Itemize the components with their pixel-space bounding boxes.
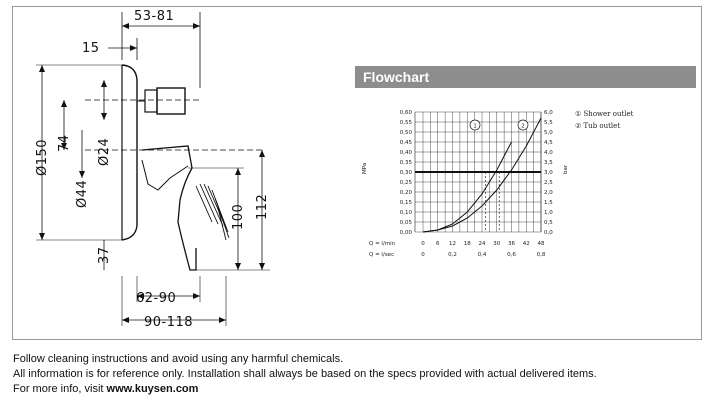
y-right-tick-label: 3,0 xyxy=(544,170,553,176)
lever-handle xyxy=(142,146,196,270)
x-row2-tick-label: 0,2 xyxy=(448,252,457,258)
curve-marker-label: 1 xyxy=(473,123,477,130)
y-right-axis-label: bar xyxy=(563,164,569,174)
dim-74: 74 xyxy=(57,134,72,152)
y-left-tick-label: 0,60 xyxy=(399,110,412,116)
x-row2-label: Q = l/sec xyxy=(369,252,395,258)
dim-dia-150: Ø150 xyxy=(35,138,50,176)
y-right-tick-label: 1,5 xyxy=(544,200,553,206)
footer-line-reference: All information is for reference only. Installation shall always be based on the specs provided with actual delivered items. xyxy=(13,368,597,380)
flowchart-chart xyxy=(355,100,700,270)
dim-37: 37 xyxy=(97,246,112,264)
x-row1-tick-label: 0 xyxy=(421,241,425,247)
y-right-tick-label: 1,0 xyxy=(544,210,553,216)
x-row1-tick-label: 42 xyxy=(522,241,530,247)
x-row1-tick-label: 18 xyxy=(463,241,471,247)
y-right-tick-label: 5,0 xyxy=(544,130,553,136)
y-left-tick-label: 0,55 xyxy=(399,120,412,126)
y-left-tick-label: 0,20 xyxy=(399,190,412,196)
dim-dia-44: Ø44 xyxy=(75,179,90,208)
y-right-tick-label: 5,5 xyxy=(544,120,553,126)
flowchart-title: Flowchart xyxy=(363,69,430,85)
dim-dia-24: Ø24 xyxy=(97,137,112,166)
y-left-tick-label: 0,45 xyxy=(399,140,412,146)
x-row2-tick-label: 0,6 xyxy=(507,252,516,258)
y-right-tick-label: 3,5 xyxy=(544,160,553,166)
y-right-tick-label: 2,5 xyxy=(544,180,553,186)
y-left-tick-label: 0,05 xyxy=(399,220,412,226)
y-right-tick-label: 0,0 xyxy=(544,230,553,236)
dim-112: 112 xyxy=(255,193,270,220)
x-row2-tick-label: 0,8 xyxy=(536,252,546,258)
x-row1-tick-label: 6 xyxy=(436,241,440,247)
x-row1-tick-label: 48 xyxy=(537,241,545,247)
x-row1-tick-label: 12 xyxy=(449,241,456,247)
y-left-tick-label: 0,00 xyxy=(399,230,412,236)
dim-top-inner: 15 xyxy=(82,41,100,56)
y-left-tick-label: 0,25 xyxy=(399,180,412,186)
y-left-tick-label: 0,50 xyxy=(399,130,412,136)
curve-marker-label: 2 xyxy=(521,123,525,130)
x-row1-tick-label: 24 xyxy=(478,241,486,247)
y-right-tick-label: 6,0 xyxy=(544,110,553,116)
cover-plate xyxy=(122,65,137,240)
footer-line-info xyxy=(13,382,597,397)
y-right-tick-label: 2,0 xyxy=(544,190,553,196)
y-left-tick-label: 0,40 xyxy=(399,150,412,156)
y-left-tick-label: 0,35 xyxy=(399,160,412,166)
x-row2-tick-label: 0 xyxy=(421,252,425,258)
x-row2-tick-label: 0,4 xyxy=(477,252,487,258)
x-row1-tick-label: 30 xyxy=(493,241,501,247)
dim-bottom-1: 62-90 xyxy=(136,291,177,306)
dim-top-span: 53-81 xyxy=(134,9,175,24)
y-left-tick-label: 0,10 xyxy=(399,210,412,216)
legend-item-tub: ② Tub outlet xyxy=(575,122,621,130)
y-right-tick-label: 4,0 xyxy=(544,150,553,156)
dim-bottom-2: 90-118 xyxy=(144,315,194,330)
y-left-tick-label: 0,30 xyxy=(399,170,412,176)
legend-item-shower: ① Shower outlet xyxy=(575,110,634,118)
dim-100: 100 xyxy=(231,203,246,230)
y-right-tick-label: 0,5 xyxy=(544,220,553,226)
x-row1-tick-label: 36 xyxy=(508,241,515,247)
technical-drawing xyxy=(0,0,350,340)
flowchart-header xyxy=(355,66,696,88)
y-left-tick-label: 0,15 xyxy=(399,200,412,206)
y-right-tick-label: 4,5 xyxy=(544,140,553,146)
footer-website-link[interactable]: www.kuysen.com xyxy=(106,383,199,395)
diverter-knob xyxy=(145,90,157,112)
y-left-axis-label: MPa xyxy=(362,162,368,174)
footer-info-prefix: For more info, visit xyxy=(13,383,107,395)
footer-notes xyxy=(13,352,597,397)
x-row1-label: Q = l/min xyxy=(369,241,396,247)
footer-line-cleaning: Follow cleaning instructions and avoid using any harmful chemicals. xyxy=(13,353,344,365)
